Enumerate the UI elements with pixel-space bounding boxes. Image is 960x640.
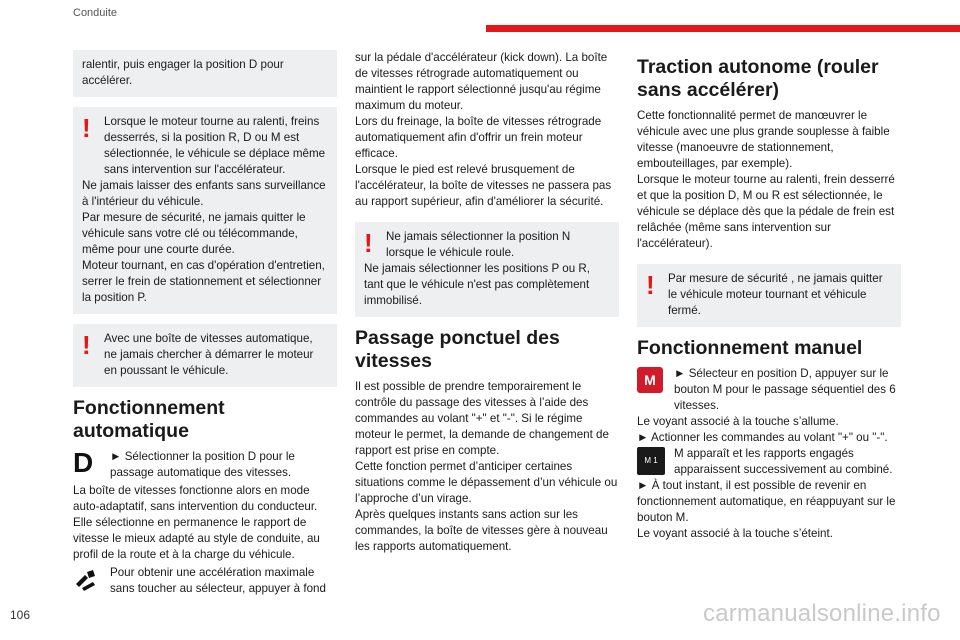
warning-text: Avec une boîte de vitesses automatique, ne jamais chercher à démarrer le moteur en poussant le véhicule. — [104, 332, 314, 377]
section-heading-creep: Traction autonome (rouler sans accélérer) — [637, 56, 879, 101]
section-heading-automatic: Fonctionnement automatique — [73, 397, 225, 442]
warning-line-3: Par mesure de sécurité, ne jamais quitter le véhicule sans votre clé ou télécommande, même pour une courte durée. — [82, 211, 306, 256]
manual-text-2: Le voyant associé à la touche s’allume. — [637, 415, 839, 428]
warning-box-3 — [355, 222, 619, 317]
manual-text-5: ► À tout instant, il est possible de revenir en fonctionnement automatique, en réappuyant sur le bouton M. — [637, 479, 896, 524]
kickdown-text: Pour obtenir une accélération maximale sans toucher au sélecteur, appuyer à fond — [110, 566, 326, 595]
warning-line-1: Lorsque le moteur tourne au ralenti, freins desserrés, si la position R, D ou M est sélectionnée, le véhicule se déplace même sans intervention sur l'accélérateur. — [104, 115, 326, 176]
pedal-press-icon — [73, 566, 99, 597]
warning-line-2: Ne jamais laisser des enfants sans surveillance à l'intérieur du véhicule. — [82, 179, 326, 208]
d-position-icon: D — [73, 447, 94, 478]
running-header: Conduite — [73, 7, 118, 19]
info-box-continued — [73, 50, 337, 97]
temporary-text-1: Il est possible de prendre temporairement le contrôle du passage des vitesses à l’aide des commandes au volant "+" et "-". Si le régime moteur le permet, la demande de changement de rapport est prise en compte. — [355, 380, 609, 457]
auto-text-1: ► Sélectionner la position D pour le passage automatique des vitesses. — [110, 450, 295, 479]
gear-display-icon: M 1 — [637, 447, 665, 475]
warning-exclamation-icon: ! — [364, 228, 373, 258]
creep-text-2: Lorsque le moteur tourne au ralenti, frein desserré et que la position D, M ou R est sélectionnée, le véhicule se déplace dès que la pédale de frein est relâchée (même sans intervention sur l'accélérateur). — [637, 173, 895, 250]
section-heading-manual: Fonctionnement manuel — [637, 337, 863, 359]
warning-line-4: Moteur tournant, en cas d'opération d'entretien, serrer le frein de stationnement et sélectionner la position P. — [82, 259, 325, 304]
box-text: ralentir, puis engager la position D pour accélérer. — [82, 58, 284, 87]
manual-text-6: Le voyant associé à la touche s’éteint. — [637, 527, 833, 540]
column-3 — [637, 50, 901, 542]
warning-box-4 — [637, 264, 901, 327]
manual-text-3: ► Actionner les commandes au volant "+" ou "-". — [637, 431, 888, 444]
auto-text-2: La boîte de vitesses fonctionne alors en mode auto-adaptatif, sans intervention du conducteur. Elle sélectionne en permanence le rapport de vitesse le mieux adapté au style de conduite, au profil de la route et à la charge du véhicule. — [73, 484, 320, 561]
m-button-icon: M — [637, 367, 663, 393]
header-accent-bar — [486, 25, 960, 32]
creep-text-1: Cette fonctionnalité permet de manœuvrer le véhicule avec une plus grande souplesse à faible vitesse (manoeuvre de stationnement, embouteillages, par exemple). — [637, 109, 890, 170]
section-heading-temporary: Passage ponctuel des vitesses — [355, 327, 560, 372]
warning-text: Par mesure de sécurité , ne jamais quitter le véhicule moteur tournant et véhicule fermé. — [668, 272, 883, 317]
warning-box-1 — [73, 107, 337, 314]
warning-exclamation-icon: ! — [646, 270, 655, 300]
warning-exclamation-icon: ! — [82, 113, 91, 143]
kickdown-paragraph — [73, 565, 337, 597]
manual-text-1: ► Sélecteur en position D, appuyer sur le bouton M pour le passage séquentiel des 6 vitesses. — [674, 367, 896, 412]
braking-text: Lors du freinage, la boîte de vitesses rétrograde automatiquement afin d'offrir un frein moteur efficace. — [355, 115, 602, 160]
column-2 — [355, 50, 619, 555]
warning-line-n: Ne jamais sélectionner la position N lorsque le véhicule roule. — [386, 230, 571, 259]
manual-text-4: M apparaît et les rapports engagés apparaissent successivement au combiné. — [674, 447, 893, 476]
warning-line-pr: Ne jamais sélectionner les positions P ou R, tant que le véhicule n'est pas complètement immobilisé. — [364, 262, 590, 307]
column-1 — [73, 50, 337, 597]
kickdown-continued: sur la pédale d'accélérateur (kick down). La boîte de vitesses rétrograde automatiquement ou maintient le rapport sélectionné jusqu'au régime maximum du moteur. — [355, 51, 608, 112]
watermark: carmanualsonline.info — [703, 600, 941, 627]
manual-paragraph — [637, 366, 901, 414]
foot-release-text: Lorsque le pied est relevé brusquement de l'accélérateur, la boîte de vitesses ne passera pas au rapport supérieur, afin d'améliorer la sécurité. — [355, 163, 612, 208]
warning-box-2 — [73, 324, 337, 387]
gear-display-paragraph — [637, 446, 901, 478]
page-number: 106 — [10, 608, 31, 622]
temporary-text-3: Après quelques instants sans action sur les commandes, la boîte de vitesses gère à nouveau les rapports automatiquement. — [355, 508, 608, 553]
auto-mode-paragraph — [73, 449, 337, 481]
temporary-text-2: Cette fonction permet d’anticiper certaines situations comme le dépassement d’un véhicule ou l’approche d’un virage. — [355, 460, 618, 505]
warning-exclamation-icon: ! — [82, 330, 91, 360]
